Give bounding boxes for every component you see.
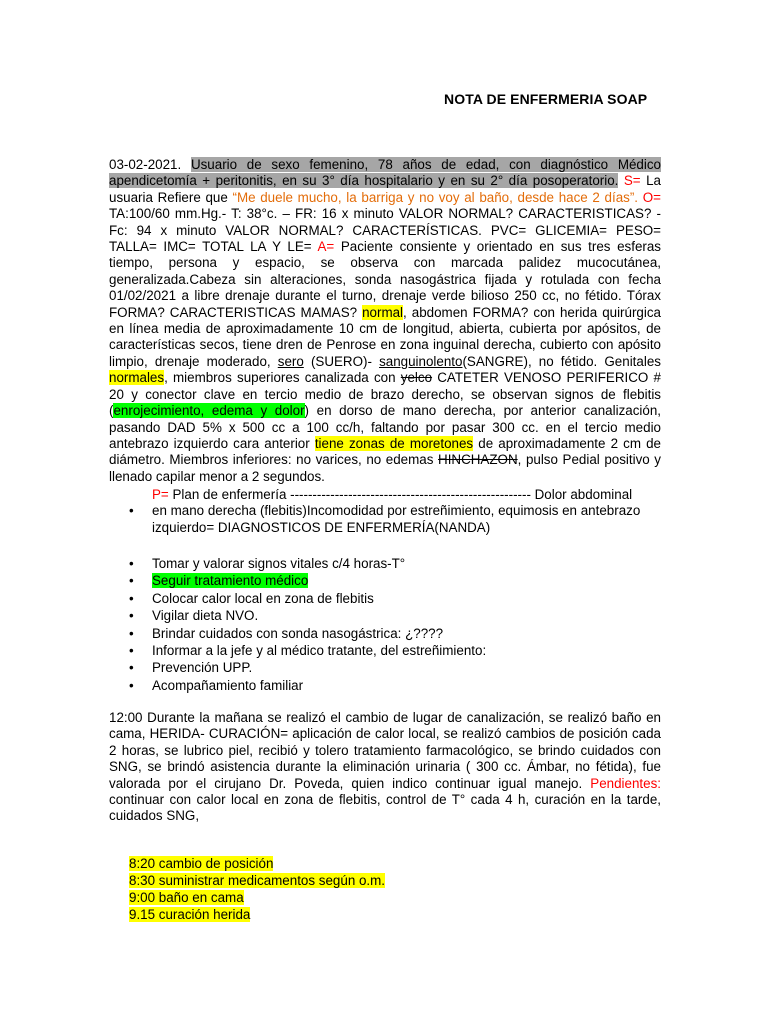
list-item: • Seguir tratamiento médico (109, 572, 661, 589)
assessment-text-5: , miembros superiores canalizada con (164, 370, 396, 386)
document-title: NOTA DE ENFERMERIA SOAP (444, 91, 648, 107)
list-item: • Colocar calor local en zona de flebitis (109, 590, 661, 607)
s-intro: La usuaria Refiere que (109, 173, 661, 205)
assessment-text-1: Paciente consiente y orientado en sus tres esferas tiempo, persona y espacio, se observa con marcada palidez mucocutánea, generalizada.Cabeza sin alteraciones, sonda nasogástrica fijada y rotulada con fecha 01/02/2021 a libre drenaje durante el turno, drenaje verde bilioso 250 cc, no fétido. Tórax FORMA? CARACTERISTICAS MAMAS? (109, 239, 661, 320)
patient-summary: Usuario de sexo femenino, 78 años de edad, con diagnóstico Médico apendicetomía + peritonitis, en su 3° día hospitalario y en su 2° día posoperatorio. (109, 157, 661, 189)
assessment-text-3: (SUERO)- (310, 353, 372, 369)
list-item: • Brindar cuidados con sonda nasogástrica: ¿???? (109, 625, 661, 642)
assessment-text-8: de aproximadamente 2 cm de diámetro. Miembros inferiores: no varices, no edemas (109, 435, 661, 468)
strike-hinchazon: HINCHAZON (438, 452, 518, 468)
diagnosis-bullet: • en mano derecha (flebitis)Incomodidad por estreñimiento, equimosis en antebrazo izquierdo= DIAGNOSTICOS DE ENFERMERÍA(NANDA) (109, 503, 661, 536)
assessment-text-2: , abdomen FORMA? con herida quirúrgica en línea media de aproximadamente 10 cm de longitud, abierta, cubierta por apósitos, de características secos, tiene dren de Penrose en zona inguinal derecha, cubierto con apósito limpio, drenaje moderado, (109, 304, 661, 369)
assessment-text-7: ) en dorso de mano derecha, por anterior canalización, pasando DAD 5% x 500 cc a 100 cc/h, faltando por pasar 300 cc. en el tercio medio antebrazo izquierdo cara anterior (109, 403, 661, 451)
highlight-moretones: tiene zonas de moretones (314, 435, 474, 451)
list-item: • Tomar y valorar signos vitales c/4 horas-T° (109, 555, 661, 572)
underline-sero: sero (277, 353, 304, 369)
patient-quote: “Me duele mucho, la barriga y no voy al baño, desde hace 2 días”. (232, 189, 639, 205)
pendientes-text: continuar con calor local en zona de flebitis, control de T° cada 4 h, curación en la tarde, cuidados SNG, (109, 792, 661, 824)
list-item: • Prevención UPP. (109, 659, 661, 676)
highlight-normales: normales (109, 370, 165, 386)
schedule-list (129, 855, 385, 923)
o-label: O= (642, 189, 661, 205)
underline-sanguinolento: sanguinolento (379, 353, 463, 369)
evolution-text: 12:00 Durante la mañana se realizó el cambio de lugar de canalización, se realizó baño en cama, HERIDA- CURACIÓN= aplicación de calor local, se realizó cambios de posición cada 2 horas, se lubrico piel, recibió y tolero tratamiento farmacológico, se brindo cuidados con SNG, se brindó asistencia durante la eliminación urinaria ( 300 cc. Ámbar, no fétida), fue valorada por el cirujano Dr. Poveda, quien indico continuar igual manejo. (109, 710, 661, 791)
a-label: A= (317, 239, 335, 255)
list-item: • Vigilar dieta NVO. (109, 607, 661, 624)
objective-text: TA:100/60 mm.Hg.- T: 38°c. – FR: 16 x minuto VALOR NORMAL? CARACTERISTICAS? - Fc: 94 x minuto VALOR NORMAL? CARACTERÍSTICAS. PVC= GLICEMIA= PESO= TALLA= IMC= TOTAL LA Y LE= (109, 206, 661, 255)
schedule-item: 8:30 suministrar medicamentos según o.m. (129, 873, 386, 888)
assessment-text-6: CATETER VENOSO PERIFERICO # 20 y conector clave en tercio medio de brazo derecho, se observan signos de flebitis ( (109, 370, 661, 419)
p-label: P= (152, 487, 169, 502)
pendientes-label: Pendientes: (590, 775, 661, 791)
note-date: 03-02-2021. (109, 157, 182, 172)
soap-paragraph (109, 157, 661, 485)
assessment-text-4: (SANGRE), no fétido. Genitales (462, 353, 661, 369)
list-item: • Informar a la jefe y al médico tratante, del estreñimiento: (109, 642, 661, 659)
plan-section (109, 487, 661, 536)
schedule-item: 9.15 curación herida (129, 907, 251, 922)
schedule-item: 9:00 baño en cama (129, 890, 244, 905)
evolution-paragraph (109, 710, 661, 825)
s-label: S= (623, 173, 641, 189)
list-item: • Acompañamiento familiar (109, 677, 661, 694)
strike-yelco: yelco (400, 370, 433, 386)
interventions-list (109, 555, 661, 694)
highlight-enrojecimiento: enrojecimiento, edema y dolor (113, 403, 305, 419)
schedule-item: 8:20 cambio de posición (129, 856, 274, 871)
plan-heading (109, 487, 661, 503)
highlight-normal: normal (362, 304, 404, 320)
assessment-text-9: , pulso Pedial positivo y llenado capilar menor a 2 segundos. (109, 452, 662, 484)
plan-title: Plan de enfermería ------------------------------------------------------ Dolor abdominal (172, 487, 633, 502)
